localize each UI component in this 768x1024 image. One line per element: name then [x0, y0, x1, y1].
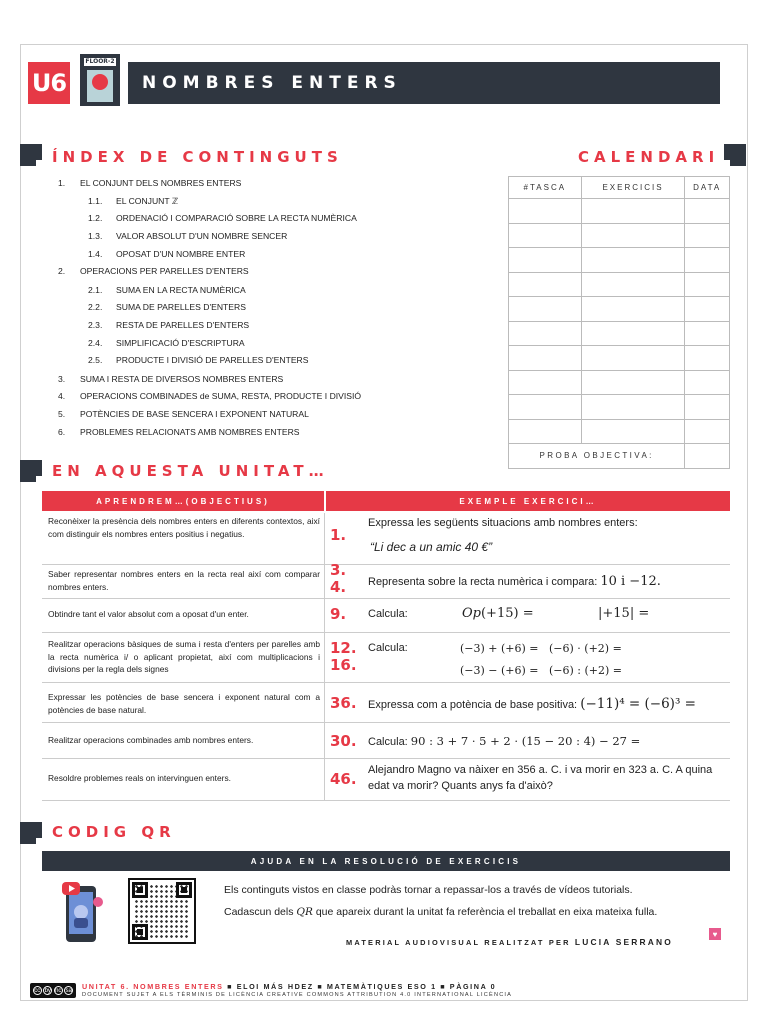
calendar-heading: CALENDARI — [578, 148, 720, 166]
calendar-cell[interactable] — [509, 395, 582, 420]
example-math: (−3) − (+6) = (−6) : (+2) = — [460, 664, 623, 677]
footer-line: UNITAT 6. NOMBRES ENTERS ■ ELOI MÁS HDEZ ■ MATEMÀTIQUES ESO 1 ■ PÀGINA 0 — [82, 982, 497, 991]
table-row — [42, 513, 730, 565]
calendar-cell[interactable] — [685, 297, 730, 322]
exercise-number: 1. — [330, 526, 347, 544]
calendar-row[interactable] — [509, 321, 730, 346]
calendar-cell[interactable] — [509, 297, 582, 322]
index-item: 1. EL CONJUNT DELS NOMBRES ENTERS — [58, 178, 242, 188]
example-text: Calcula: 90 : 3 + 7 · 5 + 2 · (15 − 20 : 4) − 27 = — [368, 734, 641, 748]
index-item: 2.3. RESTA DE PARELLES D'ENTERS — [88, 320, 250, 330]
calendar-row[interactable] — [509, 248, 730, 273]
objective-text: Reconèixer la presència dels nombres enters en diferents contextos, així com distinguir els nombres enters positius i negatius. — [48, 516, 320, 539]
calendar-col-data: DATA — [685, 177, 730, 199]
calendar-cell[interactable] — [509, 346, 582, 371]
index-item: 1.1. EL CONJUNT ℤ — [88, 196, 179, 206]
calendar-row[interactable] — [509, 297, 730, 322]
table-row — [42, 723, 730, 759]
index-heading: ÍNDEX DE CONTINGUTS — [52, 148, 343, 166]
calendar-row[interactable] — [509, 223, 730, 248]
creative-commons-icon: cc by nc sa — [30, 983, 76, 998]
objective-text: Saber representar nombres enters en la recta real així com comparar nombres enters. — [48, 569, 320, 592]
calendar-row[interactable] — [509, 199, 730, 224]
heart-icon: ♥ — [709, 928, 721, 940]
calendar-col-tasca: #TASCA — [509, 177, 582, 199]
example-text: Expressa les següents situacions amb nombres enters: — [368, 517, 638, 529]
qr-help-bar: AJUDA EN LA RESOLUCIÓ DE EXERCICIS — [42, 851, 730, 871]
section-marker-icon — [724, 144, 746, 166]
calendar-cell[interactable] — [509, 199, 582, 224]
index-item: 1.3. VALOR ABSOLUT D'UN NOMBRE SENCER — [88, 231, 288, 241]
index-item: 2.1. SUMA EN LA RECTA NUMÈRICA — [88, 285, 246, 295]
calendar-cell[interactable] — [581, 272, 685, 297]
calendar-cell[interactable] — [685, 370, 730, 395]
example-text: Expressa com a potència de base positiva: (−11)⁴ = (−6)³ = — [368, 696, 696, 712]
qr-text: Cadascun dels 𝑄𝑅 que apareix durant la unitat fa referència el treballat en eixa mateixa fulla. — [224, 906, 658, 918]
index-item: 5. POTÈNCIES DE BASE SENCERA I EXPONENT NATURAL — [58, 409, 309, 419]
example-math: (−11)⁴ = (−6)³ = — [580, 696, 696, 712]
calendar-cell[interactable] — [685, 223, 730, 248]
floor-label: FLOOR-2 — [85, 58, 115, 65]
objective-text: Obtindre tant el valor absolut com a oposat d'un enter. — [48, 609, 249, 619]
calendar-cell[interactable] — [685, 419, 730, 444]
calendar-cell[interactable] — [581, 199, 685, 224]
objective-text: Realitzar operacions bàsiques de suma i resta d'enters per parelles amb la recta numèrica i/ o aplicant propietat, així com multiplicacions i divisions per la regla dels signes — [48, 639, 320, 674]
unit-table — [42, 491, 730, 792]
exercise-number: 36. — [330, 694, 357, 712]
calendar-cell[interactable] — [509, 248, 582, 273]
calendar-row[interactable] — [509, 370, 730, 395]
index-item: 3. SUMA I RESTA DE DIVERSOS NOMBRES ENTERS — [58, 374, 284, 384]
objective-text: Expressar les potències de base sencera i exponent natural com a potències de base natural. — [48, 692, 320, 715]
index-item: 2.5. PRODUCTE I DIVISIÓ DE PARELLES D'ENTERS — [88, 355, 309, 365]
calendar-cell[interactable] — [685, 272, 730, 297]
proba-objectiva-cell[interactable] — [685, 444, 730, 469]
table-row — [42, 683, 730, 723]
example-math: 𝑂𝑝(+15) = — [462, 606, 534, 621]
calendar-cell[interactable] — [581, 297, 685, 322]
qr-code[interactable] — [128, 878, 196, 944]
example-text: Calcula: — [368, 608, 408, 620]
index-item: 2.2. SUMA DE PARELLES D'ENTERS — [88, 302, 246, 312]
section-marker-icon — [20, 460, 42, 482]
calendar-row[interactable] — [509, 395, 730, 420]
example-text: Alejandro Magno va nàixer en 356 a. C. i va morir en 323 a. C. A quina — [368, 764, 713, 776]
calendar-cell[interactable] — [581, 346, 685, 371]
calendar-cell[interactable] — [581, 223, 685, 248]
calendar-table — [508, 176, 730, 469]
index-item: 4. OPERACIONS COMBINADES de SUMA, RESTA, PRODUCTE I DIVISIÓ — [58, 391, 362, 401]
exercise-number: 9. — [330, 605, 347, 623]
calendar-cell[interactable] — [685, 346, 730, 371]
objectives-header: APRENDREM…(OBJECTIUS) — [42, 491, 324, 511]
calendar-cell[interactable] — [685, 199, 730, 224]
calendar-cell[interactable] — [509, 419, 582, 444]
calendar-cell[interactable] — [581, 321, 685, 346]
calendar-cell[interactable] — [685, 321, 730, 346]
index-item: 2.4. SIMPLIFICACIÓ D'ESCRIPTURA — [88, 338, 245, 348]
elevator-illustration-icon — [80, 54, 120, 106]
qr-heading: CODIG QR — [52, 823, 176, 841]
exercise-number: 30. — [330, 732, 357, 750]
calendar-cell[interactable] — [509, 321, 582, 346]
table-row — [42, 759, 730, 801]
unit-heading: EN AQUESTA UNITAT… — [52, 462, 329, 480]
calendar-row[interactable] — [509, 419, 730, 444]
section-marker-icon — [20, 822, 42, 844]
video-phone-icon — [60, 880, 110, 944]
unit-badge: U6 — [28, 62, 70, 104]
example-text: Representa sobre la recta numèrica i compara: 10 i −12. — [368, 574, 661, 589]
calendar-row[interactable] — [509, 272, 730, 297]
exercise-number: 3. 4. — [330, 561, 347, 596]
example-math: 10 i −12. — [600, 574, 661, 589]
example-header: EXEMPLE EXERCICI… — [326, 491, 730, 511]
example-math: (−3) + (+6) = (−6) · (+2) = — [460, 642, 622, 655]
calendar-cell[interactable] — [581, 419, 685, 444]
proba-objectiva-label: PROBA OBJECTIVA: — [509, 444, 685, 469]
calendar-col-exercicis: EXERCICIS — [581, 177, 685, 199]
page-title: NOMBRES ENTERS — [142, 73, 402, 93]
calendar-cell[interactable] — [509, 223, 582, 248]
calendar-cell[interactable] — [509, 272, 582, 297]
calendar-cell[interactable] — [685, 248, 730, 273]
exercise-number: 46. — [330, 770, 357, 788]
index-item: 2. OPERACIONS PER PARELLES D'ENTERS — [58, 266, 249, 276]
table-row — [42, 561, 730, 599]
example-text: Calcula: — [368, 642, 408, 654]
objective-text: Realitzar operacions combinades amb nombres enters. — [48, 735, 254, 745]
license-line: DOCUMENT SUJET A ELS TÈRMINIS DE LICÈNCIA CREATIVE COMMONS ATTRIBUTION 4.0 INTERNATIONAL LICÈNCIA — [82, 992, 513, 998]
objective-text: Resoldre problemes reals on intervinguen enters. — [48, 773, 231, 783]
table-row — [42, 599, 730, 633]
index-item: 1.4. OPOSAT D'UN NOMBRE ENTER — [88, 249, 246, 259]
calendar-cell[interactable] — [581, 370, 685, 395]
exercise-number: 12. 16. — [330, 639, 357, 674]
index-item: 1.2. ORDENACIÓ I COMPARACIÓ SOBRE LA RECTA NUMÈRICA — [88, 213, 357, 223]
title-bar — [128, 62, 720, 104]
example-quote: “Li dec a un amic 40 €” — [370, 540, 493, 554]
section-marker-icon — [20, 144, 42, 166]
calendar-cell[interactable] — [685, 395, 730, 420]
calendar-cell[interactable] — [509, 370, 582, 395]
calendar-cell[interactable] — [581, 248, 685, 273]
example-math: |+15| = — [598, 606, 650, 621]
calendar-cell[interactable] — [581, 395, 685, 420]
example-text: edat va morir? Quants anys fa d'això? — [368, 780, 553, 792]
table-row — [42, 633, 730, 683]
example-math: 90 : 3 + 7 · 5 + 2 · (15 − 20 : 4) − 27 = — [410, 734, 641, 748]
qr-text: Els continguts vistos en classe podràs tornar a repassar-los a través de vídeos tutorials. — [224, 884, 633, 896]
credit-line: MATERIAL AUDIOVISUAL REALITZAT PER LUCIA SERRANO — [346, 937, 674, 947]
index-item: 6. PROBLEMES RELACIONATS AMB NOMBRES ENTERS — [58, 427, 300, 437]
calendar-row[interactable] — [509, 346, 730, 371]
